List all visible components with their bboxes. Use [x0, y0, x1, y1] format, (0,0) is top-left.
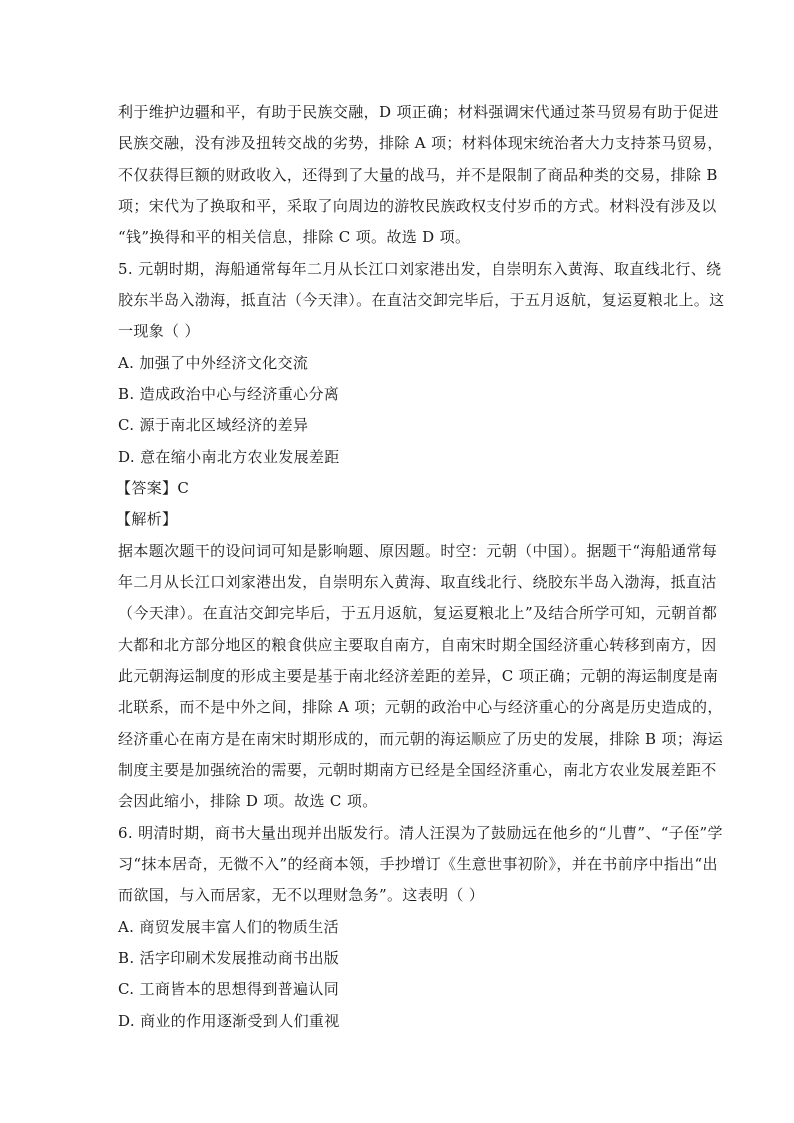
analysis-line: 会因此缩小，排除 D 项。故选 C 项。	[118, 792, 378, 810]
question-5-option-a: A. 加强了中外经济文化交流	[118, 354, 309, 372]
question-5-option-c: C. 源于南北区域经济的差异	[118, 416, 309, 434]
question-6-stem: 而欲国，与入而居家，无不以理财急务”。这表明（ ）	[118, 886, 485, 904]
analysis-line: （今天津）。在直沽交卸完毕后，于五月返航，复运夏粮北上”及结合所学可知，元朝首都	[118, 604, 718, 622]
question-5-option-d: D. 意在缩小南北方农业发展差距	[118, 448, 340, 466]
analysis-line: 年二月从长江口刘家港出发，自崇明东入黄海、取直线北行、绕胶东半岛入渤海，抵直沽	[118, 573, 717, 591]
question-5-stem: 胶东半岛入渤海，抵直沽（今天津）。在直沽交卸完毕后，于五月返航，复运夏粮北上。这	[118, 291, 725, 309]
analysis-line: 经济重心在南方是在南宋时期形成的，而元朝的海运顺应了历史的发展，排除 B 项；海运	[118, 730, 723, 748]
text-line: 不仅获得巨额的财政收入，还得到了大量的战马，并不是限制了商品种类的交易，排除 B	[118, 166, 718, 184]
question-6-option-b: B. 活字印刷术发展推动商书出版	[118, 949, 340, 967]
analysis-line: 据本题次题干的设问词可知是影响题、原因题。时空：元朝（中国）。据题干“海船通常每	[118, 542, 718, 560]
question-6-stem: 6. 明清时期，商书大量出现并出版发行。清人汪淏为了鼓励远在他乡的“儿曹”、“子侄”学	[118, 824, 723, 842]
question-6-stem: 习“抹本居奇，无微不入”的经商本领，手抄增订《生意世事初阶》，并在书前序中指出“出	[118, 855, 718, 873]
question-6-option-a: A. 商贸发展丰富人们的物质生活	[118, 918, 339, 936]
analysis-heading: 【解析】	[116, 510, 178, 528]
question-5-option-b: B. 造成政治中心与经济重心分离	[118, 385, 340, 403]
answer-label: 【答案】C	[116, 479, 190, 497]
question-6-option-c: C. 工商皆本的思想得到普遍认同	[118, 980, 340, 998]
text-line: “钱”换得和平的相关信息，排除 C 项。故选 D 项。	[118, 228, 471, 246]
analysis-line: 此元朝海运制度的形成主要是基于南北经济差距的差异，C 项正确；元朝的海运制度是南	[118, 667, 719, 685]
text-line: 项；宋代为了换取和平，采取了向周边的游牧民族政权支付岁币的方式。材料没有涉及以	[118, 197, 717, 215]
analysis-line: 大都和北方部分地区的粮食供应主要取自南方，自南宋时期全国经济重心转移到南方，因	[118, 636, 717, 654]
analysis-line: 北联系，而不是中外之间，排除 A 项；元朝的政治中心与经济重心的分离是历史造成的，	[118, 698, 723, 716]
analysis-line: 制度主要是加强统治的需要，元朝时期南方已经是全国经济重心，南北方农业发展差距不	[118, 761, 717, 779]
question-6-option-d: D. 商业的作用逐渐受到人们重视	[118, 1012, 340, 1030]
question-5-stem: 一现象（ ）	[118, 322, 200, 340]
text-line: 民族交融，没有涉及扭转交战的劣势，排除 A 项；材料体现宋统治者大力支持茶马贸易，	[118, 134, 723, 152]
question-5-stem: 5. 元朝时期，海船通常每年二月从长江口刘家港出发，自崇明东入黄海、取直线北行、绕	[118, 260, 722, 278]
text-line: 利于维护边疆和平，有助于民族交融，D 项正确；材料强调宋代通过茶马贸易有助于促进	[118, 103, 719, 121]
